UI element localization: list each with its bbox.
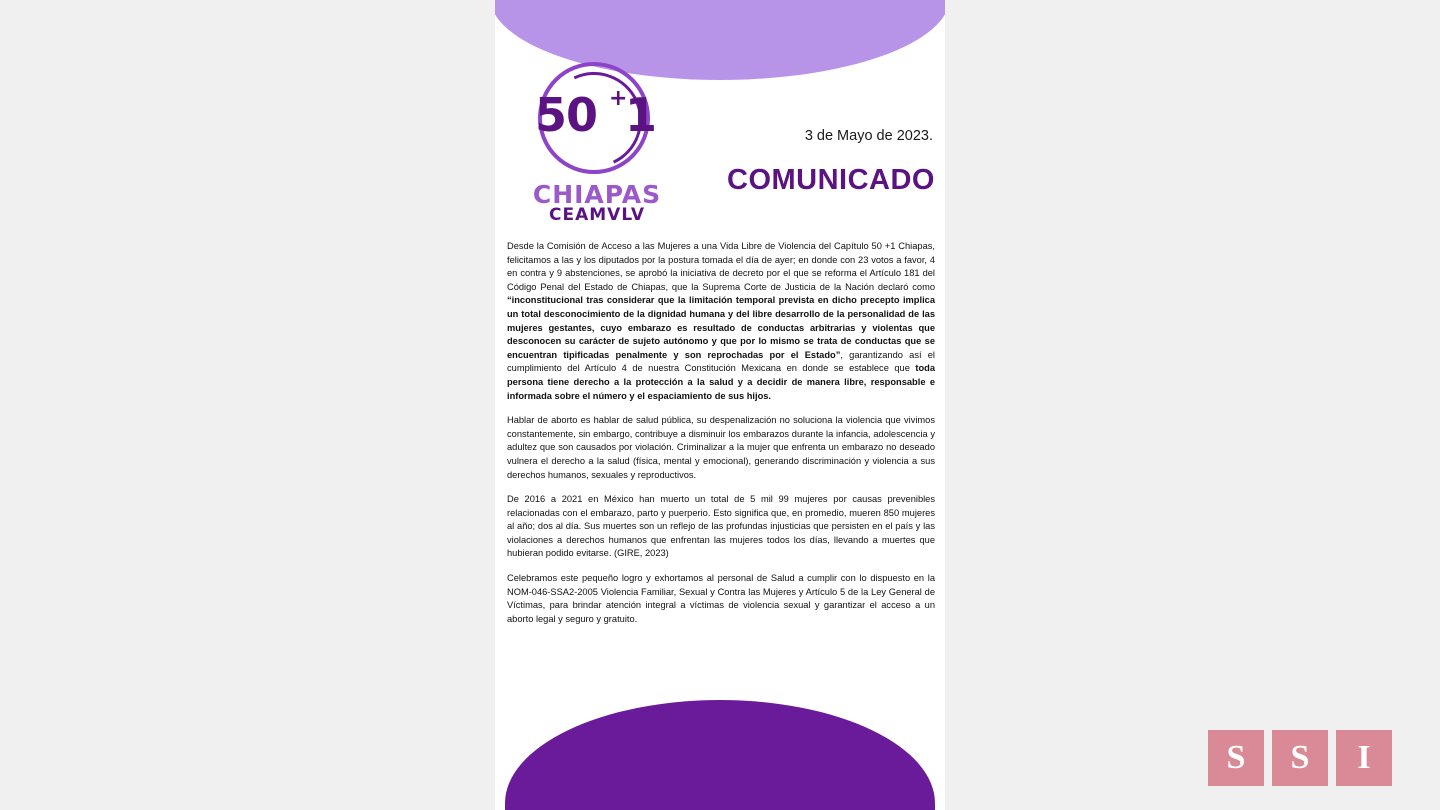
document-body	[507, 240, 935, 637]
paragraph-3: De 2016 a 2021 en México han muerto un total de 5 mil 99 mujeres por causas prevenibles relacionadas con el embarazo, parto y puerperio. Esto significa que, en promedio, mueren 850 mujeres al año; dos al día. Sus muertes son un reflejo de las profundas injusticias que persisten en el país y las violaciones a derechos humanos que enfrentan las mujeres todos los días, llevando a muertes que hubieran podido evitarse. (GIRE, 2023)	[507, 494, 935, 559]
decorative-blob-bottom	[505, 700, 935, 810]
paragraph-1-emphasis: toda persona tiene derecho a la protección a la salud y a decidir de manera libre, responsable e informada sobre el número y el espaciamiento de sus hijos.	[507, 363, 935, 401]
logo-number: 50	[535, 88, 598, 142]
paragraph-4: Celebramos este pequeño logro y exhortamos al personal de Salud a cumplir con lo dispuesto en la NOM-046-SSA2-2005 Violencia Familiar, Sexual y Contra las Mujeres y Artículo 5 de la Ley General de Víctimas, para brindar atención integral a víctimas de violencia sexual y garantizar el acceso a un aborto legal y seguro y gratuito.	[507, 573, 935, 624]
watermark-letter-3: I	[1336, 730, 1392, 786]
page-title: COMUNICADO	[727, 164, 935, 196]
paragraph-1-part-c: , garantizando así el cumplimiento del Artículo 4 de nuestra Constitución Mexicana en donde se establece que	[507, 349, 936, 374]
logo-plus-icon: +	[609, 86, 628, 111]
document-sheet	[495, 0, 945, 810]
paragraph-1-quote: “inconstitucional tras considerar que la limitación temporal prevista en dicho precepto implica un total desconocimiento de la dignidad humana y del libre desarrollo de la personalidad de las mujeres gestantes, cuyo embarazo es resultado de conductas arbitrarias y violentas que desconocen su carácter de sujeto autónomo y que por lo mismo se trata de conductas que se encuentran tipificadas penalmente y son reprochadas por el Estado”	[507, 295, 935, 360]
paragraph-1-part-a: Desde la Comisión de Acceso a las Mujeres a una Vida Libre de Violencia del Capítulo 50 +1 Chiapas, felicitamos a las y los diputados por la postura tomada el día de ayer; en donde con 23 votos a favor, 4 en contra y 9 abstenciones, se aprobó la iniciativa de decreto por el que se reforma el Artículo 181 del Código Penal del Estado de Chiapas, que la Suprema Corte de Justicia de la Nación declaró como	[507, 241, 935, 292]
logo-one: 1	[625, 88, 658, 142]
logo-acronym: CEAMVLV	[549, 205, 645, 225]
ssi-watermark	[1208, 730, 1392, 786]
document-date: 3 de Mayo de 2023.	[804, 128, 933, 144]
logo-organization-name: CHIAPAS	[532, 180, 662, 209]
paragraph-2: Hablar de aborto es hablar de salud pública, su despenalización no soluciona la violencia que vivimos constantemente, sin embargo, contribuye a disminuir los embarazos durante la infancia, adolescencia y adultez que son causados por violación. Criminalizar a la mujer que enfrenta un embarazo no deseado vulnera el derecho a la salud (física, mental y emocional), generando discriminación y violencia a sus derechos humanos, sexuales y reproductivos.	[507, 415, 935, 480]
watermark-letter-1: S	[1208, 730, 1264, 786]
watermark-letter-2: S	[1272, 730, 1328, 786]
paragraph-1	[507, 240, 935, 403]
organization-logo	[513, 62, 673, 242]
